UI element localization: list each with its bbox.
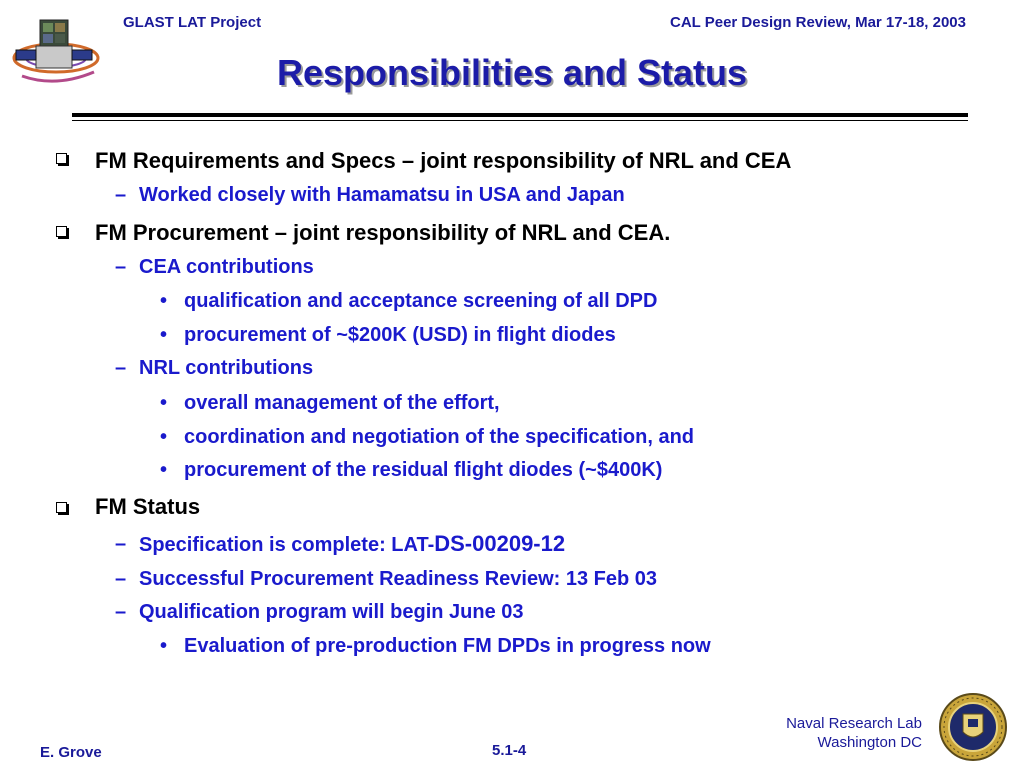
nrl-seal-icon bbox=[938, 692, 1008, 762]
bullet-l2-spec bbox=[139, 531, 565, 557]
bullet-l1: FM Status bbox=[95, 494, 201, 519]
bullet-l2: CEA contributions bbox=[139, 256, 314, 278]
bullet-l2: Successful Procurement Readiness Review: 13 Feb 03 bbox=[139, 568, 657, 590]
dot-bullet-icon: • bbox=[160, 324, 168, 346]
dash-bullet-icon: – bbox=[115, 601, 127, 623]
checkbox-bullet-icon bbox=[56, 153, 67, 164]
dot-bullet-icon: • bbox=[160, 426, 168, 448]
dash-bullet-icon: – bbox=[115, 533, 127, 555]
bullet-l3: qualification and acceptance screening of all DPD bbox=[184, 290, 658, 312]
checkbox-bullet-icon bbox=[56, 226, 67, 237]
bullet-l2: NRL contributions bbox=[139, 357, 314, 379]
footer-page-number: 5.1-4 bbox=[492, 742, 527, 759]
bullet-l3: procurement of the residual flight diodes (~$400K) bbox=[184, 459, 663, 481]
footer-org-line2: Washington DC bbox=[817, 734, 922, 751]
dash-bullet-icon: – bbox=[115, 357, 127, 379]
header-left: GLAST LAT Project bbox=[123, 14, 262, 31]
dot-bullet-icon: • bbox=[160, 392, 168, 414]
bullet-l1: FM Requirements and Specs – joint responsibility of NRL and CEA bbox=[95, 148, 792, 173]
header-right: CAL Peer Design Review, Mar 17-18, 2003 bbox=[670, 14, 966, 31]
bullet-l1: FM Procurement – joint responsibility of NRL and CEA. bbox=[95, 220, 671, 245]
spec-text: Specification is complete: LAT- bbox=[139, 534, 435, 556]
bullet-l3: coordination and negotiation of the specification, and bbox=[184, 426, 695, 448]
checkbox-bullet-icon bbox=[56, 502, 67, 513]
bullet-l2: Qualification program will begin June 03 bbox=[139, 601, 524, 623]
bullet-l3: procurement of ~$200K (USD) in flight diodes bbox=[184, 324, 616, 346]
dot-bullet-icon: • bbox=[160, 290, 168, 312]
dot-bullet-icon: • bbox=[160, 635, 168, 657]
footer-org bbox=[786, 714, 922, 752]
dash-bullet-icon: – bbox=[115, 184, 127, 206]
dot-bullet-icon: • bbox=[160, 459, 168, 481]
footer-org-line1: Naval Research Lab bbox=[786, 715, 922, 732]
slide-title: Responsibilities and Status bbox=[276, 52, 748, 93]
bullet-l2: Worked closely with Hamamatsu in USA and Japan bbox=[139, 184, 625, 206]
dash-bullet-icon: – bbox=[115, 256, 127, 278]
bullet-l3: overall management of the effort, bbox=[184, 392, 500, 414]
footer-author: E. Grove bbox=[40, 744, 102, 761]
bullet-l3: Evaluation of pre-production FM DPDs in progress now bbox=[184, 635, 711, 657]
dash-bullet-icon: – bbox=[115, 568, 127, 590]
spec-doc-number: DS-00209-12 bbox=[434, 531, 566, 556]
